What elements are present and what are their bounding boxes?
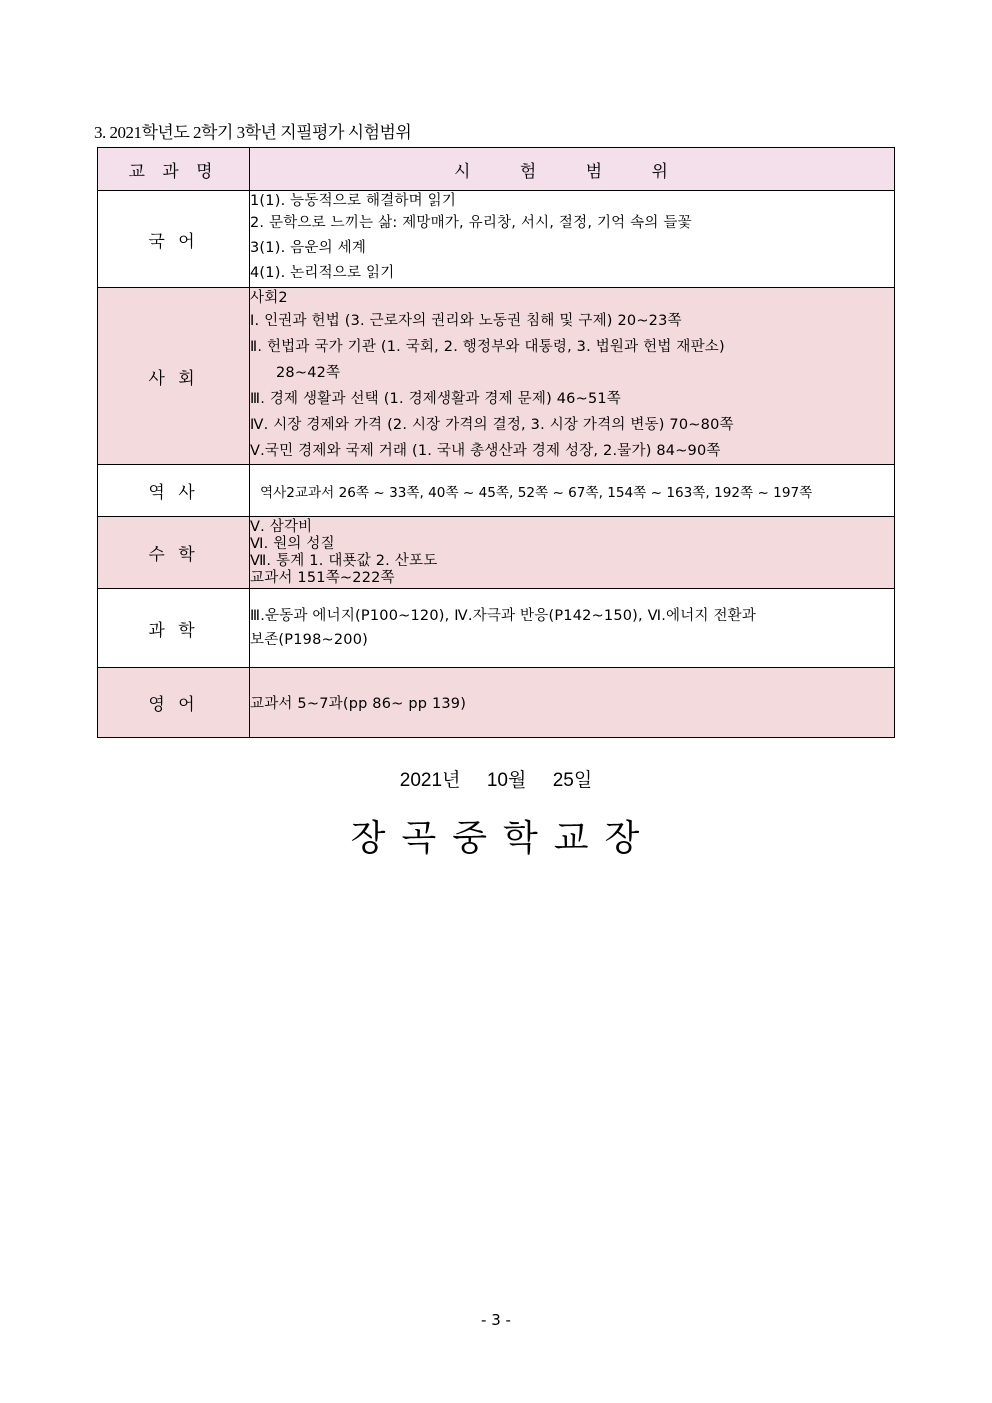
section-title: 3. 2021학년도 2학기 3학년 지필평가 시험범위 xyxy=(94,123,412,142)
range-english xyxy=(250,668,895,738)
table-row xyxy=(98,589,895,668)
exam-scope-table xyxy=(97,147,895,738)
range-social xyxy=(250,288,895,465)
range-history xyxy=(250,465,895,517)
range-line: 3(1). 음운의 세계 xyxy=(250,240,367,256)
range-line: 1(1). 능동적으로 해결하며 읽기 xyxy=(250,193,457,209)
range-science xyxy=(250,589,895,668)
range-line: 28~42쪽 xyxy=(276,364,341,381)
table-row xyxy=(98,517,895,589)
range-line: Ⅱ. 헌법과 국가 기관 (1. 국회, 2. 행정부와 대통령, 3. 법원과 헌법 재판소) xyxy=(250,338,725,355)
table-row xyxy=(98,191,895,288)
range-line: 2. 문학으로 느끼는 삶: 제망매가, 유리창, 서시, 절정, 기억 속의 들꽃 xyxy=(250,215,692,231)
subject-math: 수 학 xyxy=(98,517,250,589)
range-line: Ⅴ. 삼각비 xyxy=(250,518,313,535)
header-range: 시 험 범 위 xyxy=(250,148,895,191)
range-line: Ⅰ. 인권과 헌법 (3. 근로자의 권리와 노동권 침해 및 구제) 20~23쪽 xyxy=(250,312,682,329)
range-line: 역사2교과서 26쪽 ~ 33쪽, 40쪽 ~ 45쪽, 52쪽 ~ 67쪽, 154쪽 ~ 163쪽, 192쪽 ~ 197쪽 xyxy=(260,484,813,501)
range-line: Ⅳ. 시장 경제와 가격 (2. 시장 가격의 결정, 3. 시장 가격의 변동) 70~80쪽 xyxy=(250,416,734,433)
range-line: Ⅶ. 통계 1. 대푯값 2. 산포도 xyxy=(250,552,438,569)
range-math xyxy=(250,517,895,589)
header-subject: 교 과 명 xyxy=(98,148,250,191)
range-line: Ⅴ.국민 경제와 국제 거래 (1. 국내 총생산과 경제 성장, 2.물가) 84~90쪽 xyxy=(250,442,721,459)
range-line: Ⅵ. 원의 성질 xyxy=(250,535,335,552)
subject-history: 역 사 xyxy=(98,465,250,517)
range-line: 4(1). 논리적으로 읽기 xyxy=(250,265,395,281)
range-line: 교과서 151쪽~222쪽 xyxy=(250,569,395,586)
range-line: Ⅲ.운동과 에너지(P100~120), Ⅳ.자극과 반응(P142~150), Ⅵ.에너지 전환과 xyxy=(250,608,757,624)
subject-english: 영 어 xyxy=(98,668,250,738)
page-number: - 3 - xyxy=(481,1311,511,1329)
range-line: 사회2 xyxy=(250,289,288,306)
subject-science: 과 학 xyxy=(98,589,250,668)
range-line: 교과서 5~7과(pp 86~ pp 139) xyxy=(250,696,467,712)
range-line: 보존(P198~200) xyxy=(250,632,368,648)
issue-date: 2021년 10월 25일 xyxy=(399,770,593,791)
table-header-row xyxy=(98,148,895,191)
range-korean xyxy=(250,191,895,288)
table-row xyxy=(98,288,895,465)
table-row xyxy=(98,465,895,517)
range-line: Ⅲ. 경제 생활과 선택 (1. 경제생활과 경제 문제) 46~51쪽 xyxy=(250,390,621,407)
subject-social: 사 회 xyxy=(98,288,250,465)
principal-signature: 장곡중학교장 xyxy=(350,818,656,859)
table-row xyxy=(98,668,895,738)
subject-korean: 국 어 xyxy=(98,191,250,288)
